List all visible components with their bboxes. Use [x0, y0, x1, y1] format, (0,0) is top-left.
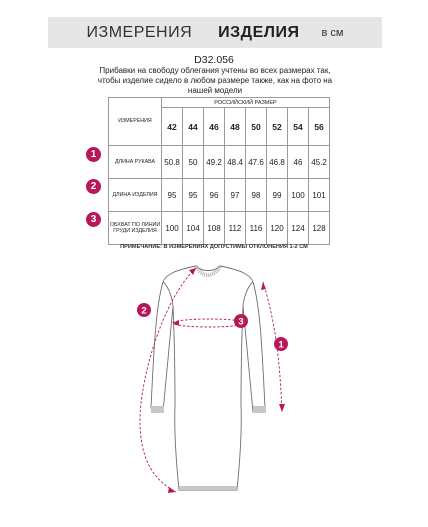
table-cell: 120 — [267, 212, 288, 245]
title-word-measurements: ИЗМЕРЕНИЯ — [86, 23, 193, 41]
table-cell: 108 — [204, 212, 225, 245]
row-marker-2: 2 — [86, 179, 101, 194]
diagram-marker-3-label: 3 — [238, 316, 244, 328]
table-cell: 124 — [288, 212, 309, 245]
size-cell: 54 — [288, 108, 309, 146]
row-marker-3: 3 — [86, 212, 101, 227]
table-cell: 128 — [309, 212, 330, 245]
row-label: ДЛИНА РУКАВА — [109, 146, 162, 179]
size-cell: 44 — [183, 108, 204, 146]
size-cell: 48 — [225, 108, 246, 146]
row-label: ОБХВАТ ПО ЛИНИИ ГРУДИ ИЗДЕЛИЯ — [109, 212, 162, 245]
table-cell: 95 — [183, 179, 204, 212]
title-word-garment: ИЗДЕЛИЯ — [218, 23, 300, 41]
measurement-lines — [140, 268, 282, 492]
dress-outline — [151, 266, 265, 490]
table-cell: 47.6 — [246, 146, 267, 179]
table-label-header: ИЗМЕРЕНИЯ — [109, 98, 162, 146]
table-cell: 49.2 — [204, 146, 225, 179]
table-cell: 96 — [204, 179, 225, 212]
diagram-marker-1-label: 1 — [278, 339, 284, 351]
hem-rib — [179, 486, 237, 490]
table-group-header: РОССИЙСКИЙ РАЗМЕР — [162, 98, 330, 108]
length-line — [140, 268, 196, 492]
tolerance-note: ПРИМЕЧАНИЕ: В ИЗМЕРЕНИЯХ ДОПУСТИМЫ ОТКЛОНЕНИЯ 1-2 СМ — [120, 244, 308, 250]
table-cell: 50 — [183, 146, 204, 179]
table-cell: 98 — [246, 179, 267, 212]
size-cell: 50 — [246, 108, 267, 146]
table-cell: 100 — [288, 179, 309, 212]
title-unit: в см — [321, 26, 344, 39]
table-cell: 100 — [162, 212, 183, 245]
table-cell: 46.8 — [267, 146, 288, 179]
table-cell: 50.8 — [162, 146, 183, 179]
size-cell: 46 — [204, 108, 225, 146]
arrow-heads — [168, 268, 285, 493]
table-cell: 104 — [183, 212, 204, 245]
row-label: ДЛИНА ИЗДЕЛИЯ — [109, 179, 162, 212]
table-cell: 97 — [225, 179, 246, 212]
table-cell: 116 — [246, 212, 267, 245]
table-cell: 46 — [288, 146, 309, 179]
diagram-marker-2 — [137, 303, 151, 317]
table-cell: 95 — [162, 179, 183, 212]
left-cuff — [151, 406, 164, 413]
model-code: D32.056 — [194, 54, 234, 66]
fit-note: Прибавки на свободу облегания учтены во всех размерах так, чтобы изделие сидело в любом размере также, как на фото на нашей модели — [97, 66, 333, 96]
table-cell: 99 — [267, 179, 288, 212]
table-cell: 48.4 — [225, 146, 246, 179]
size-cell: 56 — [309, 108, 330, 146]
size-cell: 42 — [162, 108, 183, 146]
diagram-marker-3 — [234, 314, 248, 328]
diagram-marker-1 — [274, 337, 288, 351]
diagram-marker-2-label: 2 — [141, 305, 147, 317]
right-cuff — [253, 406, 266, 413]
table-cell: 112 — [225, 212, 246, 245]
table-cell: 101 — [309, 179, 330, 212]
size-cell: 52 — [267, 108, 288, 146]
table-cell: 45.2 — [309, 146, 330, 179]
row-marker-1: 1 — [86, 147, 101, 162]
